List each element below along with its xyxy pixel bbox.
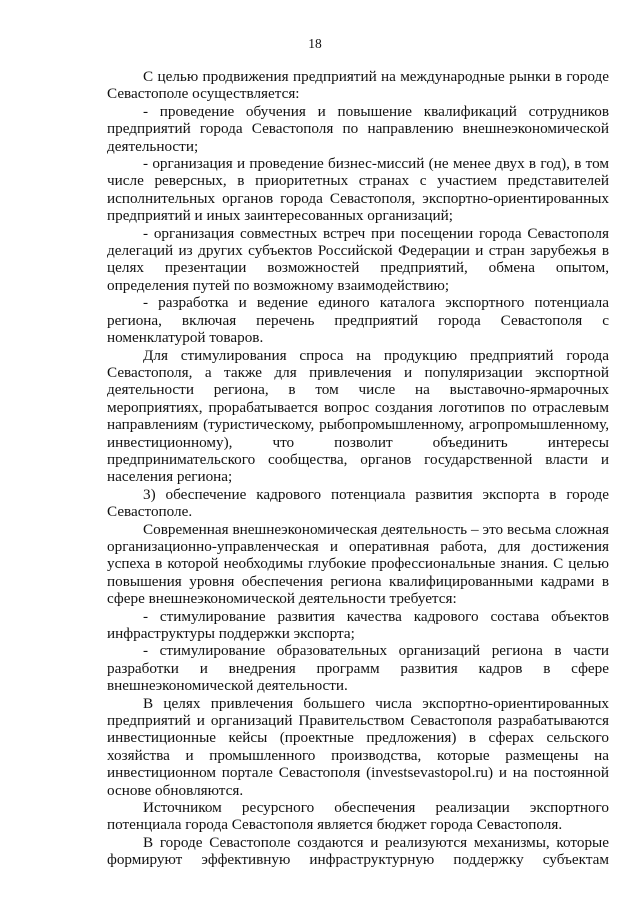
list-item-export-catalog: - разработка и ведение единого каталога экспортного потенциала региона, включая перечень предприятий города Севастополя с номенклатурой товаров. [107, 294, 609, 347]
paragraph-staffing-heading: 3) обеспечение кадрового потенциала развития экспорта в городе Севастополе. [107, 485, 609, 521]
list-item-joint-meetings: - организация совместных встреч при посещении города Севастополя делегаций из других субъектов Российской Федерации и стран зарубежья в целях презентации возможностей предприятий, обмена опытом, определения путей по возможному взаимодействию; [107, 224, 609, 294]
paragraph-intro: С целью продвижения предприятий на международные рынки в городе Севастополе осуществляется: [107, 68, 609, 103]
page-number: 18 [308, 36, 322, 51]
paragraph-investment-cases: В целях привлечения большего числа экспортно-ориентированных предприятий и организаций Правительством Севастополя разрабатываются инвестиционные кейсы (проектные предложения) в сферах сельского хозяйства и промышленного производства, которые размещены на инвестиционном портале Севастополя (investsevastopol.ru) и на постоянной основе обновляются. [107, 694, 609, 799]
paragraph-mechanisms: В городе Севастополе создаются и реализуются механизмы, которые формируют эффективную инфраструктурную поддержку субъектам [107, 833, 609, 869]
paragraph-resource-source: Источником ресурсного обеспечения реализации экспортного потенциала города Севастополя является бюджет города Севастополя. [107, 799, 609, 834]
list-item-education-programs: - стимулирование образовательных организаций региона в части разработки и внедрения программ развития кадров в сфере внешнеэкономической деятельности. [107, 642, 609, 695]
paragraph-foreign-trade: Современная внешнеэкономическая деятельность – это весьма сложная организационно-управленческая и оперативная работа, для достижения успеха в которой необходимы глубокие профессиональные знания. С целью повышения уровня обеспечения региона квалифицированными кадрами в сфере внешнеэкономической деятельности требуется: [107, 520, 609, 608]
list-item-staff-quality: - стимулирование развития качества кадрового состава объектов инфраструктуры поддержки экспорта; [107, 607, 609, 642]
body-text [107, 68, 609, 869]
list-item-business-missions: - организация и проведение бизнес-миссий (не менее двух в год), в том числе реверсных, в приоритетных странах с участием представителей исполнительных органов города Севастополя, экспортно-ориентированных предприятий и иных заинтересованных организаций; [107, 155, 609, 225]
paragraph-demand-stimulation: Для стимулирования спроса на продукцию предприятий города Севастополя, а также для привлечения и популяризации экспортной деятельности региона, в том числе на выставочно-ярмарочных мероприятиях, прорабатывается вопрос создания логотипов по отраслевым направлениям (туристическому, рыбопромышленному, агропромышленному, инвестиционному), что позволит объединить интересы предпринимательского сообщества, органов государственной власти и населения региона; [107, 346, 609, 486]
list-item-training: - проведение обучения и повышение квалификаций сотрудников предприятий города Севастополя по направлению внешнеэкономической деятельности; [107, 102, 609, 155]
